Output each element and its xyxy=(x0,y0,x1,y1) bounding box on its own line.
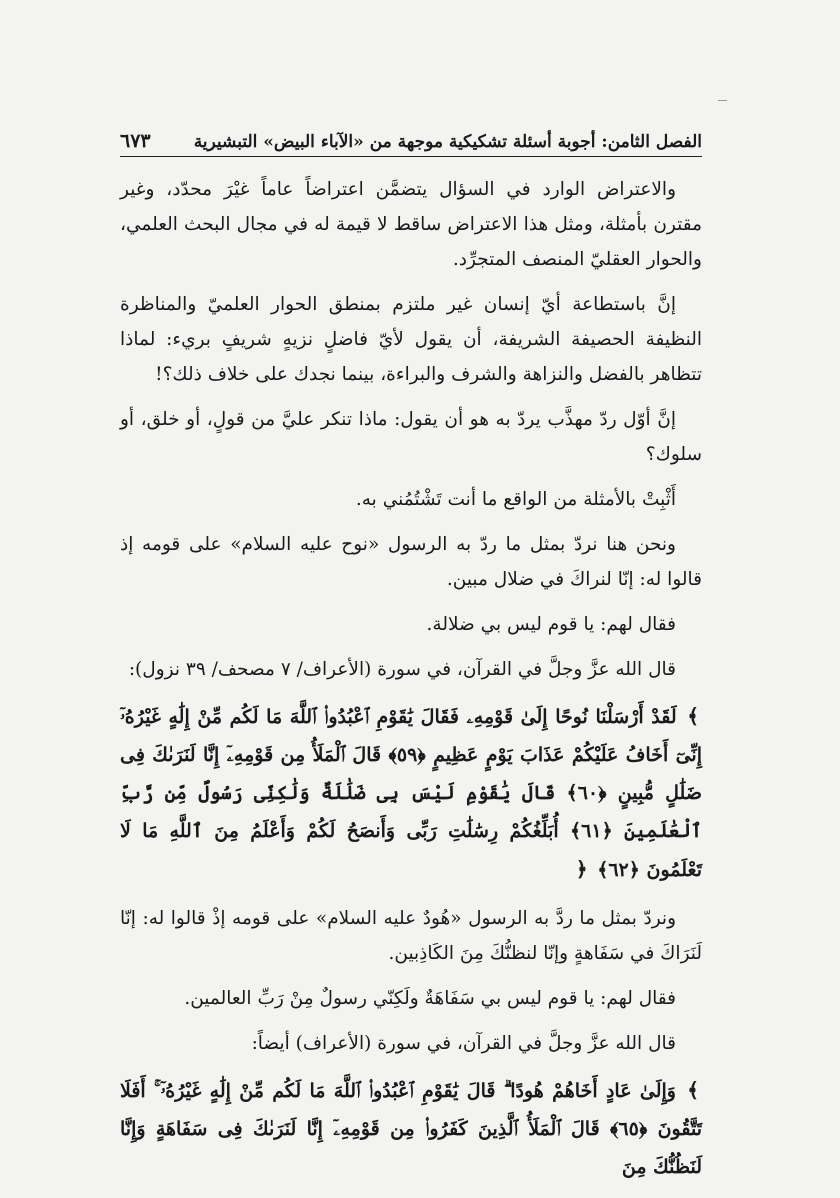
body-text xyxy=(120,172,702,1198)
quote-open-ornament: ﴾ xyxy=(687,704,699,728)
paragraph: ونردّ بمثل ما ردَّ به الرسول «هُودٌ عليه السلام» على قومه إذْ قالوا له: إنّا لَنَرَاكَ في سَفَاهةٍ وإنّا لنظنُّكَ مِنَ الكَاذِبين. xyxy=(120,908,702,964)
quran-quote-2 xyxy=(120,1071,702,1186)
quran-quote-1 xyxy=(120,697,702,889)
quote-close-ornament: ﴿ xyxy=(575,857,588,881)
page-header xyxy=(120,118,702,157)
paragraph: أَثْبِتْ بالأمثلة من الواقع ما أنت تَشْتُمُني به. xyxy=(355,489,676,510)
quran-verse-text: لَقَدْ أَرْسَلْنَا نُوحًا إِلَىٰ قَوْمِهِۦ فَقَالَ يَٰقَوْمِ ٱعْبُدُوا۟ ٱللَّهَ مَا لَكُم مِّنْ إِلَٰهٍ غَيْرُهُۥٓ إِنِّىٓ أَخَافُ عَلَيْكُمْ عَذَابَ يَوْمٍ عَظِيمٍ ﴿٥٩﴾ قَالَ ٱلْمَلَأُ مِن قَوْمِهِۦٓ إِنَّا لَنَرَىٰكَ فِى ضَلَٰلٍ مُّبِينٍ ﴿٦٠﴾ قَالَ يَٰقَوْمِ لَيْسَ بِى ضَلَٰلَةٌ وَلَٰكِنِّى رَسُولٌ مِّن رَّبِّ ٱلْعَٰلَمِينَ ﴿٦١﴾ أُبَلِّغُكُمْ رِسَٰلَٰتِ رَبِّى وَأَنصَحُ لَكُمْ وَأَعْلَمُ مِنَ ٱللَّهِ مَا لَا تَعْلَمُونَ ﴿٦٢﴾ xyxy=(120,706,702,881)
scan-mark xyxy=(718,100,727,101)
paragraph: فقال لهم: يا قوم ليس بي ضلالة. xyxy=(426,614,676,635)
running-title: الفصل الثامن: أجوبة أسئلة تشكيكية موجهة من «الآباء البيض» التبشيرية xyxy=(193,132,702,152)
paragraph: إنَّ باستطاعة أيّ إنسان غير ملتزم بمنطق الحوار العلميّ والمناظرة النظيفة الحصيفة الشريفة، أن يقول لأيّ فاضلٍ نزيهٍ شريفٍ بريء: لماذا تتظاهر بالفضل والنزاهة والشرف والبراءة، بينما نجدك على خلاف ذلك؟! xyxy=(120,294,702,385)
paragraph: قال الله عزَّ وجلَّ في القرآن، في سورة (الأعراف) أيضاً: xyxy=(251,1033,676,1054)
paragraph: إنَّ أوّل ردّ مهذَّب يردّ به هو أن يقول: ماذا تنكر عليَّ من قولٍ، أو خلق، أو سلوك؟ xyxy=(120,409,702,465)
page-number: ٦٧٣ xyxy=(120,130,151,152)
paragraph: قال الله عزَّ وجلَّ في القرآن، في سورة (الأعراف/ ٧ مصحف/ ٣٩ نزول): xyxy=(128,659,676,680)
quran-verse-text: وَإِلَىٰ عَادٍ أَخَاهُمْ هُودًا ۗ قَالَ يَٰقَوْمِ ٱعْبُدُوا۟ ٱللَّهَ مَا لَكُم مِّنْ إِلَٰهٍ غَيْرُهُۥٓ ۚ أَفَلَا تَتَّقُونَ ﴿٦٥﴾ قَالَ ٱلْمَلَأُ ٱلَّذِينَ كَفَرُوا۟ مِن قَوْمِهِۦٓ إِنَّا لَنَرَىٰكَ فِى سَفَاهَةٍ وَإِنَّا لَنَظُنُّكَ مِنَ xyxy=(120,1080,702,1178)
paragraph: ونحن هنا نردّ بمثل ما ردّ به الرسول «نوح عليه السلام» على قومه إذ قالوا له: إنّا لنراكَ في ضلال مبين. xyxy=(120,534,702,590)
paragraph: فقال لهم: يا قوم ليس بي سَفَاهَةٌ ولَكِنّي رسولٌ مِنْ رَبِّ العالمين. xyxy=(184,988,676,1009)
paragraph: والاعتراض الوارد في السؤال يتضمَّن اعتراضاً عاماً غيْرَ محدّد، وغير مقترن بأمثلة، ومثل هذا الاعتراض ساقط لا قيمة له في مجال البحث العلمي، والحوار العقليّ المنصف المتجرِّد. xyxy=(120,179,702,270)
quote-open-ornament: ﴾ xyxy=(687,1078,699,1102)
